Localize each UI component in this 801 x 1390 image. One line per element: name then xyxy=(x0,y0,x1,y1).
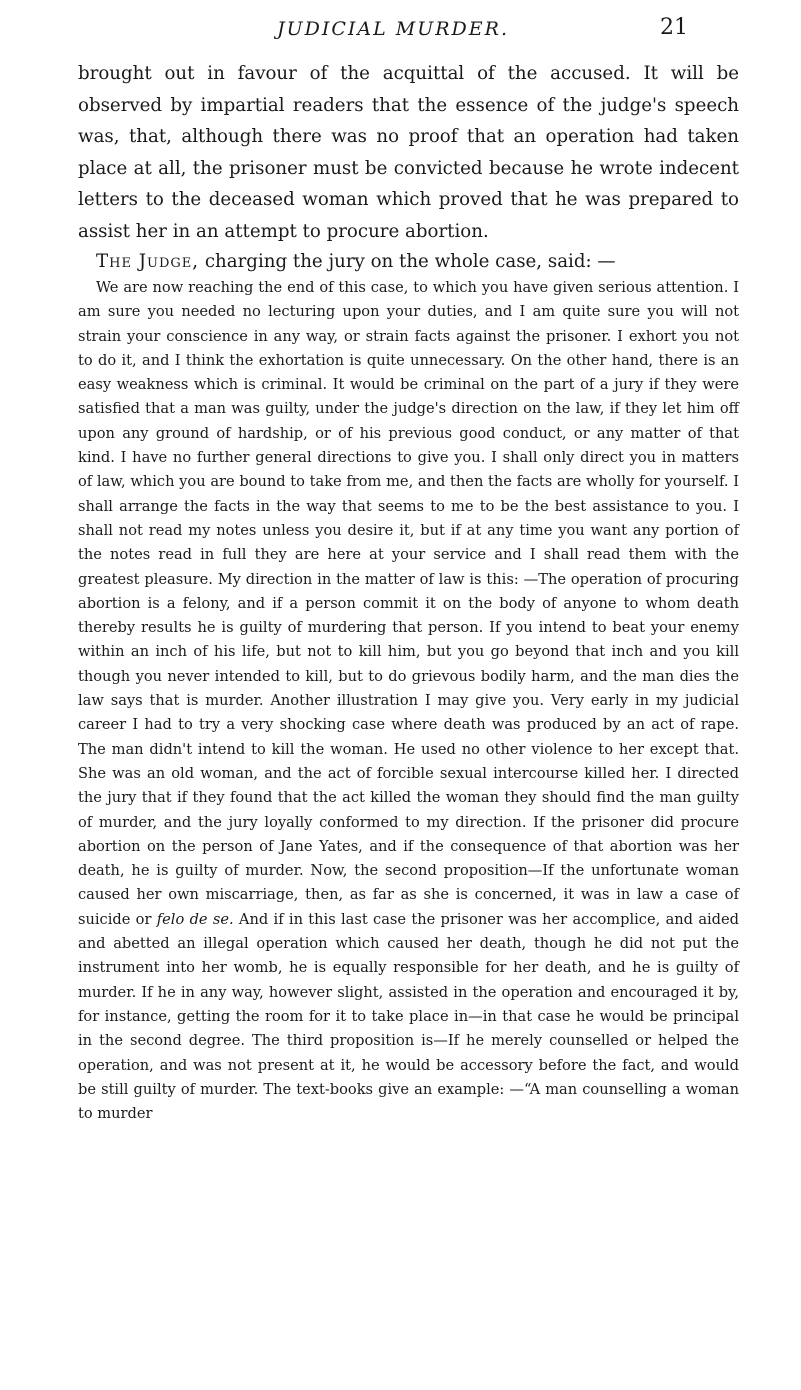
judge-label: The Judge, xyxy=(96,251,200,272)
judge-intro-text: charging the jury on the whole case, said: — xyxy=(199,251,616,272)
judge-charge-paragraph xyxy=(78,276,739,1126)
judge-intro xyxy=(78,246,739,278)
running-head: JUDICIAL MURDER. xyxy=(276,18,509,40)
page-number: 21 xyxy=(660,15,688,40)
lead-paragraph: brought out in favour of the acquittal of the accused. It will be observed by impartial readers that the essence of the judge's speech was, that, although there was no proof that an operation had taken place at all, the prisoner must be convicted because he wrote indecent letters to the deceased woman which proved that he was prepared to assist her in an attempt to procure abortion. xyxy=(78,63,739,242)
charge-latin-phrase: felo de se xyxy=(156,910,229,928)
charge-text-part1: We are now reaching the end of this case, to which you have given serious attention. I am sure you needed no lecturing upon your duties, and I am quite sure you will not strain your conscience in any way, or strain facts against the prisoner. I exhort you not to do it, and I think the exhortation is quite unnecessary. On the other hand, there is an easy weakness which is criminal. It would be criminal on the part of a jury if they were satisfied that a man was guilty, under the judge's direction on the law, if they let him off upon any ground of hardship, or of his previous good conduct, or any matter of that kind. I have no further general directions to give you. I shall only direct you in matters of law, which you are bound to take from me, and then the facts are wholly for yourself. I shall arrange the facts in the way that seems to me to be the best assistance to you. I shall not read my notes unless you desire it, but if at any time you want any portion of the notes read in full they are here at your service and I shall read them with the greatest pleasure. My direction in the matter of law is this: —The operation of procuring abortion is a felony, and if a person commit it on the body of anyone to whom death thereby results he is guilty of murdering that person. If you intend to beat your enemy within an inch of his life, but not to kill him, but you go beyond that inch and you kill though you never intended to kill, but to do grievous bodily harm, and the man dies the law says that is murder. Another illustration I may give you. Very early in my judicial career I had to try a very shocking case where death was produced by an act of rape. The man didn't intend to kill the woman. He used no other violence to her except that. She was an old woman, and the act of forcible sexual intercourse killed her. I directed the jury that if they found that the act killed the woman they should find the man guilty of murder, and the jury loyally conformed to my direction. If the prisoner did procure abortion on the person of Jane Yates, and if the consequence of that abortion was her death, he is guilty of murder. Now, the second proposition—If the unfortunate woman caused her own miscarriage, then, as far as she is concerned, it was in law a case of suicide or xyxy=(78,279,739,928)
charge-text-part2: . And if in this last case the prisoner was her accomplice, and aided and abetted an illegal operation which caused her death, though he did not put the instrument into her womb, he is equally responsible for her death, and he is guilty of murder. If he in any way, however slight, assisted in the operation and encouraged it by, for instance, getting the room for it to take place in—in that case he would be principal in the second degree. The third proposition is—If he merely counselled or helped the operation, and was not present at it, he would be accessory before the fact, and would be still guilty of murder. The text-books give an example: —“A man counselling a woman to murder xyxy=(78,910,740,1123)
